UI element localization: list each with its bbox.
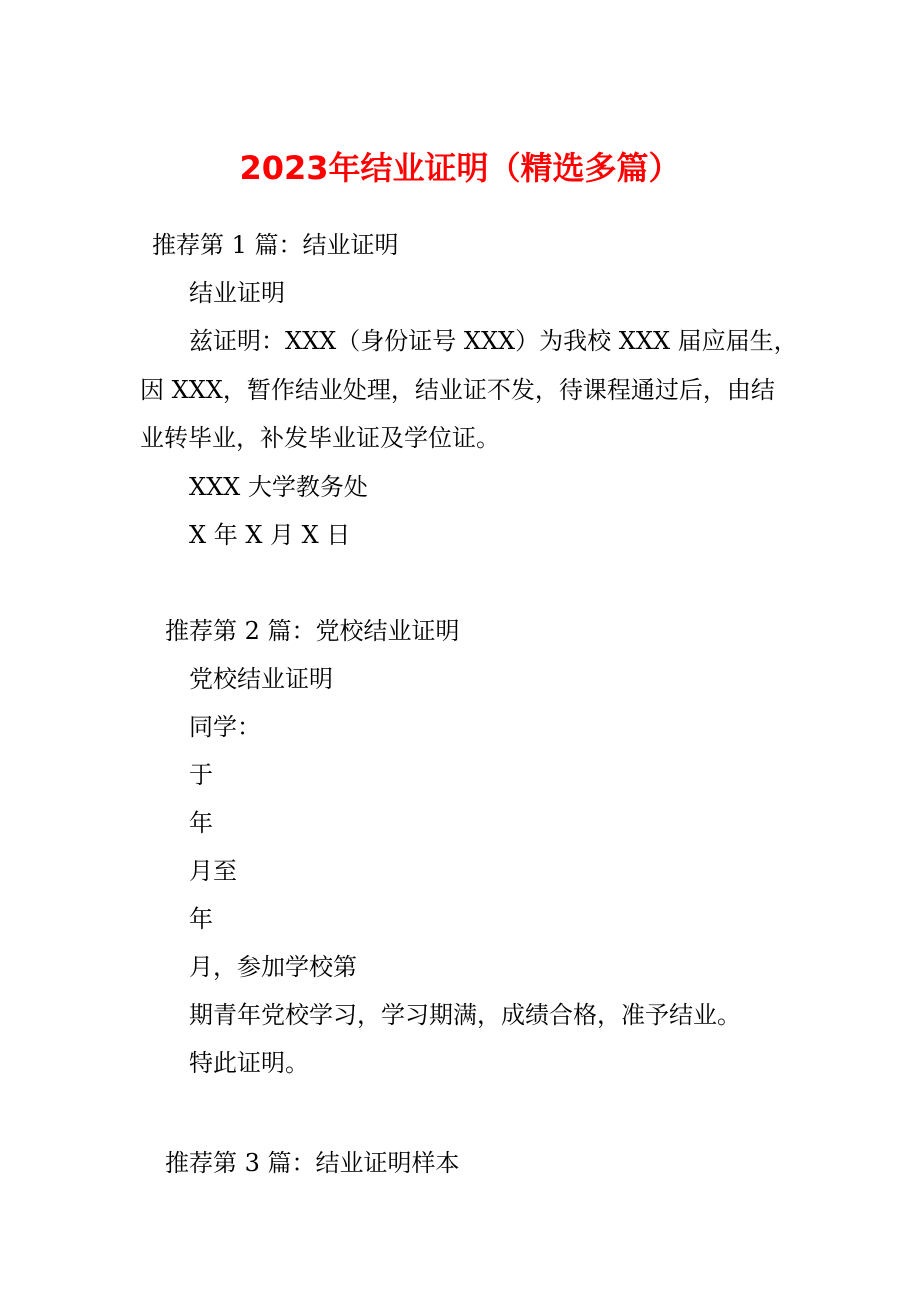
section-2-line-7: 月，参加学校第 <box>189 953 357 981</box>
section-2-line-1: 党校结业证明 <box>189 665 333 693</box>
section-1-line-3: 因 XXX，暂作结业处理，结业证不发，待课程通过后，由结 <box>140 376 775 404</box>
section-2-line-9: 特此证明。 <box>189 1049 309 1077</box>
section-2-line-2: 同学： <box>189 713 261 741</box>
section-2-line-8: 期青年党校学习，学习期满，成绩合格，准予结业。 <box>189 1001 741 1029</box>
section-2-line-3: 于 <box>189 761 213 789</box>
section-2-line-5: 月至 <box>189 857 237 885</box>
section-1-line-4: 业转毕业，补发毕业证及学位证。 <box>140 424 500 452</box>
document-title: 2023年结业证明（精选多篇） <box>239 149 681 187</box>
section-1-line-6: X 年 X 月 X 日 <box>189 521 351 549</box>
section-1-heading: 推荐第 1 篇：结业证明 <box>152 231 399 259</box>
section-2-heading: 推荐第 2 篇：党校结业证明 <box>165 617 460 645</box>
section-3-heading: 推荐第 3 篇：结业证明样本 <box>165 1149 460 1177</box>
section-1-line-1: 结业证明 <box>189 279 285 307</box>
section-1-line-5: XXX 大学教务处 <box>189 473 368 501</box>
section-2-line-6: 年 <box>189 905 213 933</box>
section-2-line-4: 年 <box>189 809 213 837</box>
section-1-line-2: 兹证明：XXX（身份证号 XXX）为我校 XXX 届应届生， <box>189 327 798 355</box>
